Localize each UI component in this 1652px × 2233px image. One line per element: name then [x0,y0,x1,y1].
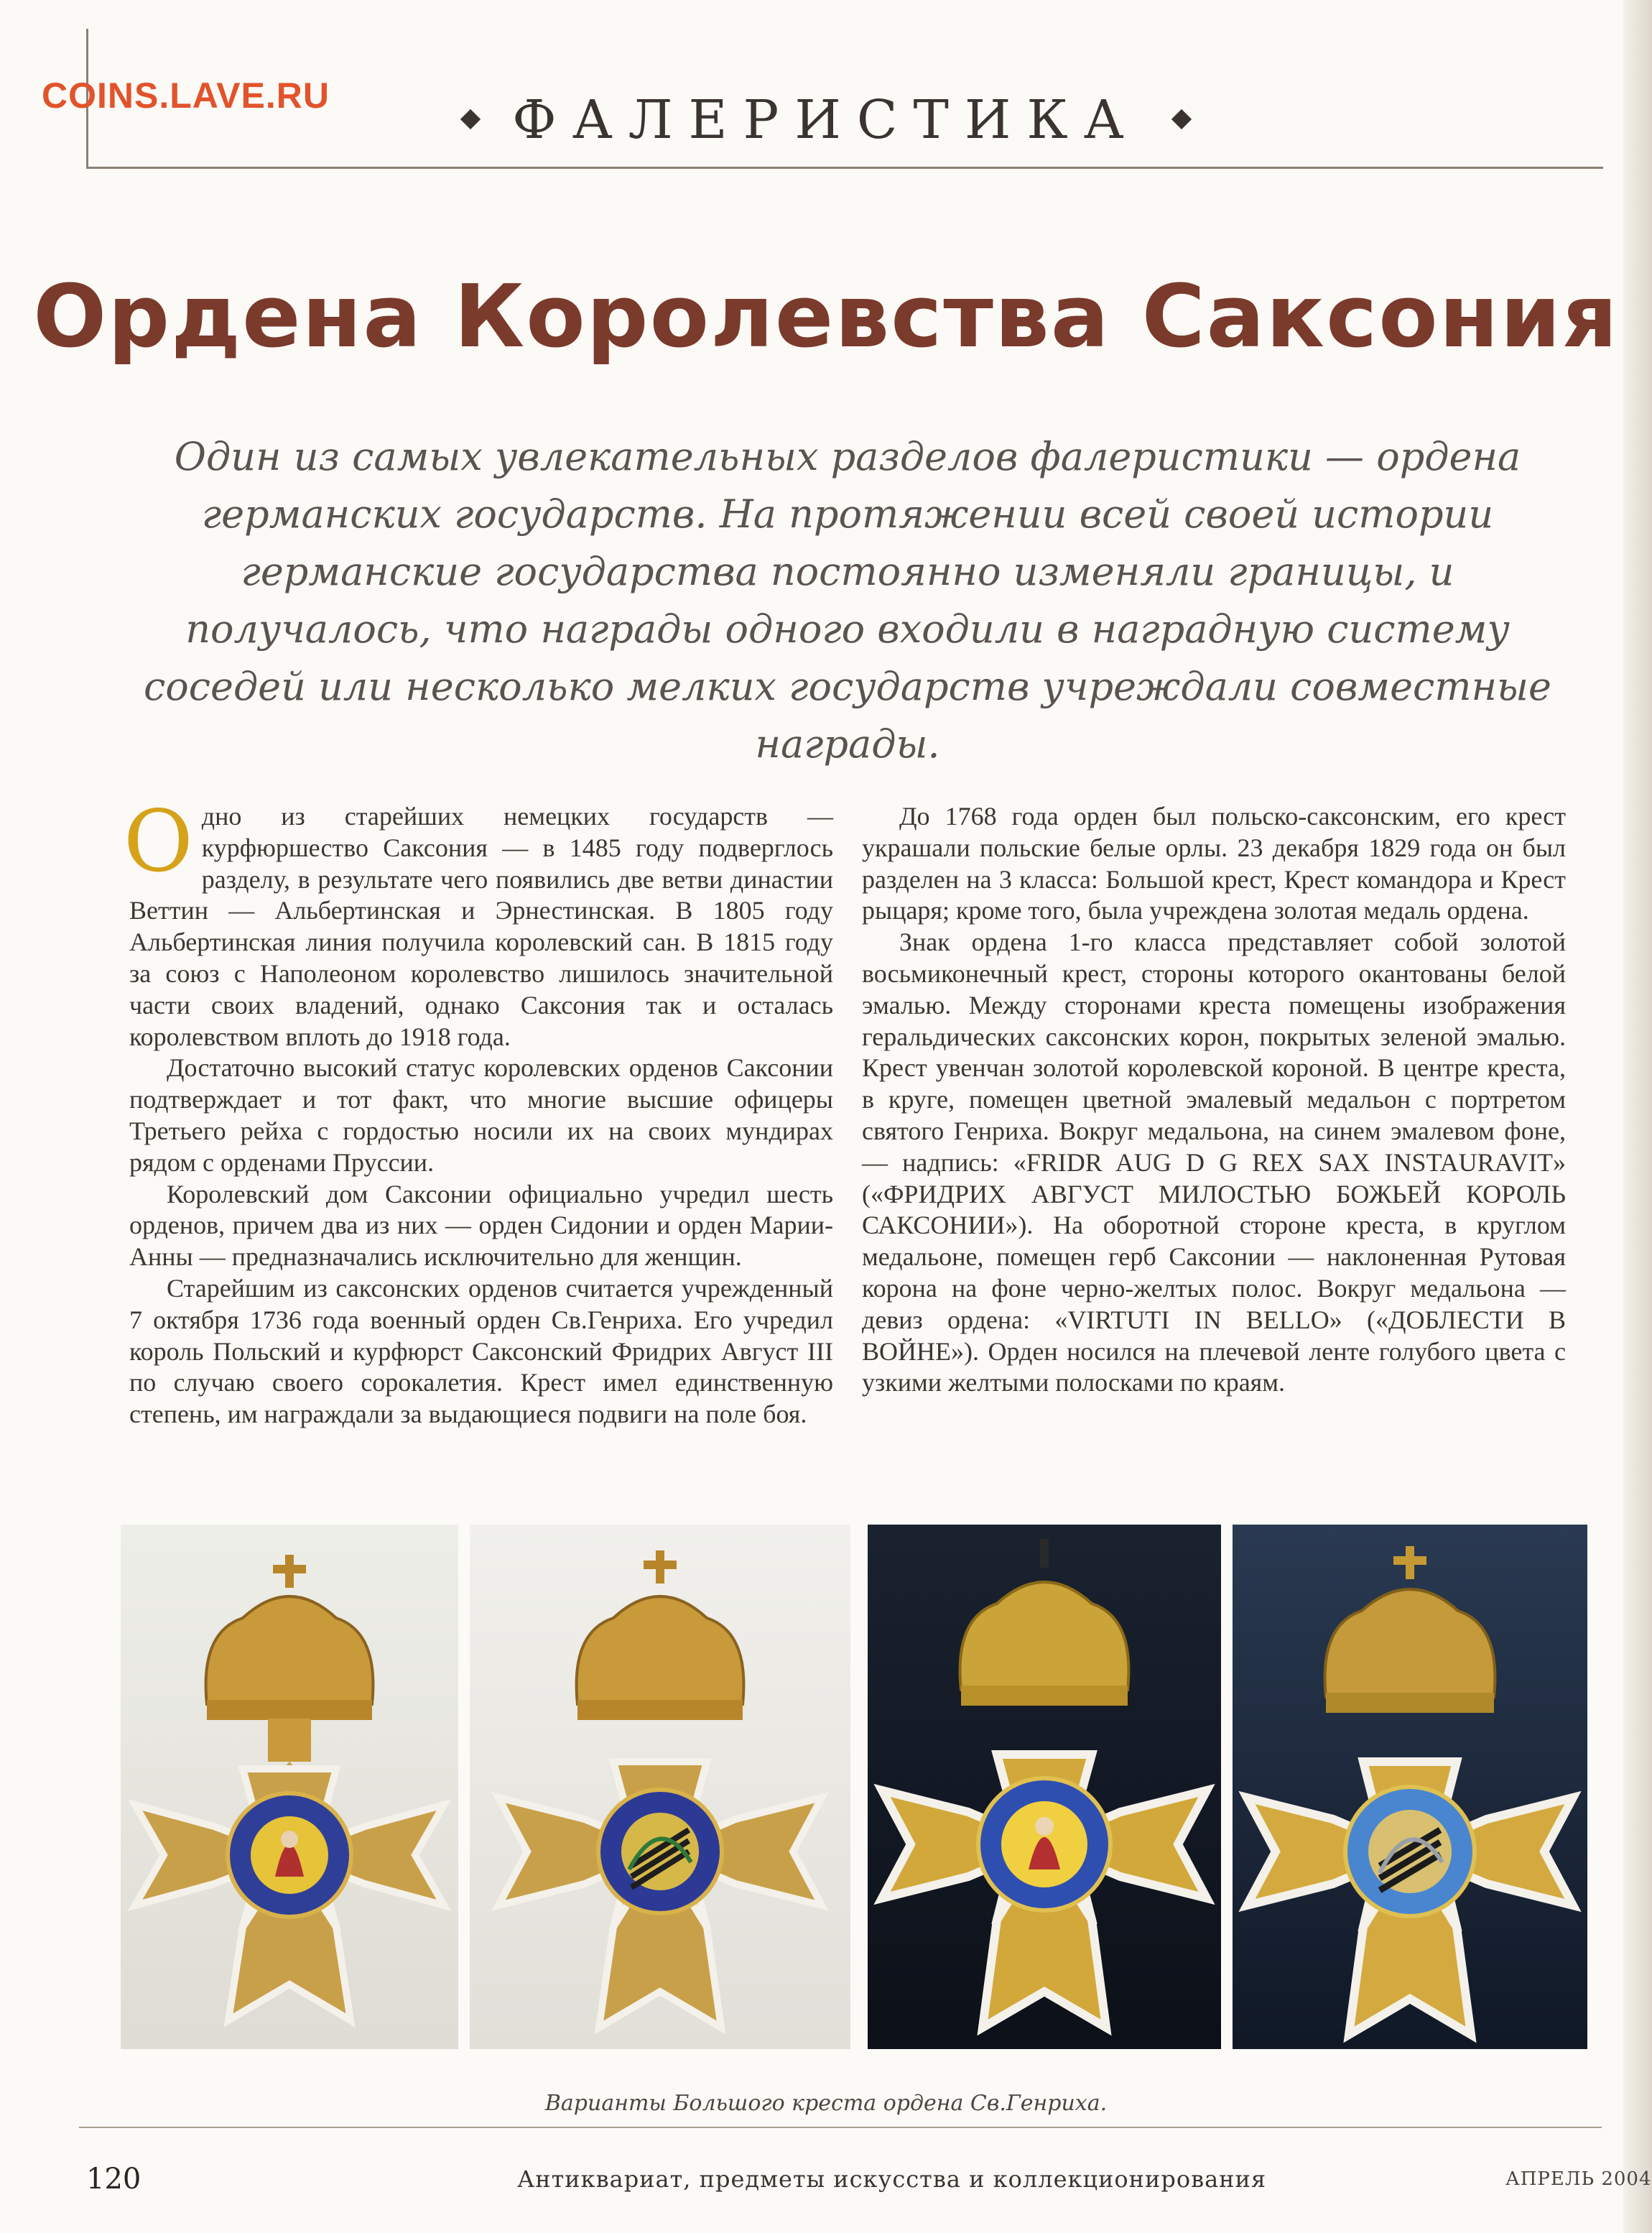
issue-date: АПРЕЛЬ 2004 [1505,2168,1652,2190]
photo-cross-reverse-light [470,1525,850,2049]
paragraph: До 1768 года орден был польско-саксонским, его крест украшали польские белые орлы. 23 декабря 1829 года он был разделен на 3 класса: Большой крест, Крест командора и Крест рыцаря; кроме того, была учреждена золотая медаль ордена. [862,802,1566,925]
article-lead: Один из самых увлекательных разделов фалеристики — ордена германских государств. На протяжении всей своей истории германские государства постоянно изменяли границы, и получалось, что награды одного входили в наградную систему соседей или несколько мелких государств учреждали совместные награды. [143,434,1551,767]
order-cross-image [470,1525,850,2049]
page-number: 120 [86,2163,141,2196]
section-header [0,89,1652,151]
diamond-ornament-icon [460,108,481,129]
section-title: ФАЛЕРИСТИКА [512,89,1140,151]
text-column-right [862,801,1566,1399]
article-title: Ордена Королевства Саксония [33,267,1619,367]
order-cross-image [1233,1525,1587,2049]
order-cross-image [868,1525,1221,2049]
diamond-ornament-icon [1171,108,1192,129]
photo-cross-obverse-dark [868,1525,1221,2049]
watermark: COINS.LAVE.RU [42,75,330,116]
paragraph: Старейшим из саксонских орденов считается учрежденный 7 октября 1736 года военный орден Св.Генриха. Его учредил король Польский и курфюрст Саксонский Фридрих Август III по случаю своего сорокалетия. Крест имел единственную степень, им награждали за выдающиеся подвиги на поле боя. [129,1273,833,1429]
photo-cross-obverse-light [121,1525,458,2049]
magazine-title: Антиквариат, предметы искусства и коллекционирования [517,2165,1267,2193]
order-cross-image [121,1525,458,2049]
paragraph: Одно из старейших немецких государств — курфюршество Саксония — в 1485 году подверглось разделу, в результате чего появились две ветви династии Веттин — Альбертинская и Эрнестинская. В 1805 году Альбертинская линия получила королевский сан. В 1815 году за союз с Наполеоном королевство лишилось значительной части своих владений, однако Саксония так и осталась королевством вплоть до 1918 года. [124,792,833,1051]
drop-cap: О [124,792,193,891]
header-rule [86,167,1603,169]
paragraph: Достаточно высокий статус королевских орденов Саксонии подтверждает и тот факт, что многие высшие офицеры Третьего рейха с гордостью носили их на своих мундирах рядом с орденами Пруссии. [129,1053,833,1177]
text-column-left [124,792,833,1430]
paragraph: Королевский дом Саксонии официально учредил шесть орденов, причем два из них — орден Сидонии и орден Марии-Анны — предназначались исключительно для женщин. [129,1179,833,1272]
photo-caption: Варианты Большого креста ордена Св.Генриха. [544,2091,1108,2116]
footer-rule [79,2127,1602,2128]
paragraph: Знак ордена 1-го класса представляет собой золотой восьмиконечный крест, стороны которого окантованы белой эмалью. Между сторонами креста помещены изображения геральдических саксонских корон, покрытых зеленой эмалью. Крест увенчан золотой королевской короной. В центре креста, в круге, помещен цветной эмалевый медальон с портретом святого Генриха. Вокруг медальона, на синем эмалевом фоне, — надпись: «FRIDR AUG D G REX SAX INSTAURAVIT» («ФРИДРИХ АВГУСТ МИЛОСТЬЮ БОЖЬЕЙ КОРОЛЬ САКСОНИИ»). На оборотной стороне креста, в круглом медальоне, помещен герб Саксонии — наклоненная Рутовая корона на фоне черно-желтых полос. Вокруг медальона — девиз ордена: «VIRTUTI IN BELLO» («ДОБЛЕСТИ В ВОЙНЕ»). Орден носился на плечевой ленте голубого цвета с узкими желтыми полосками по краям. [862,928,1566,1397]
photo-cross-reverse-dark [1233,1525,1587,2049]
